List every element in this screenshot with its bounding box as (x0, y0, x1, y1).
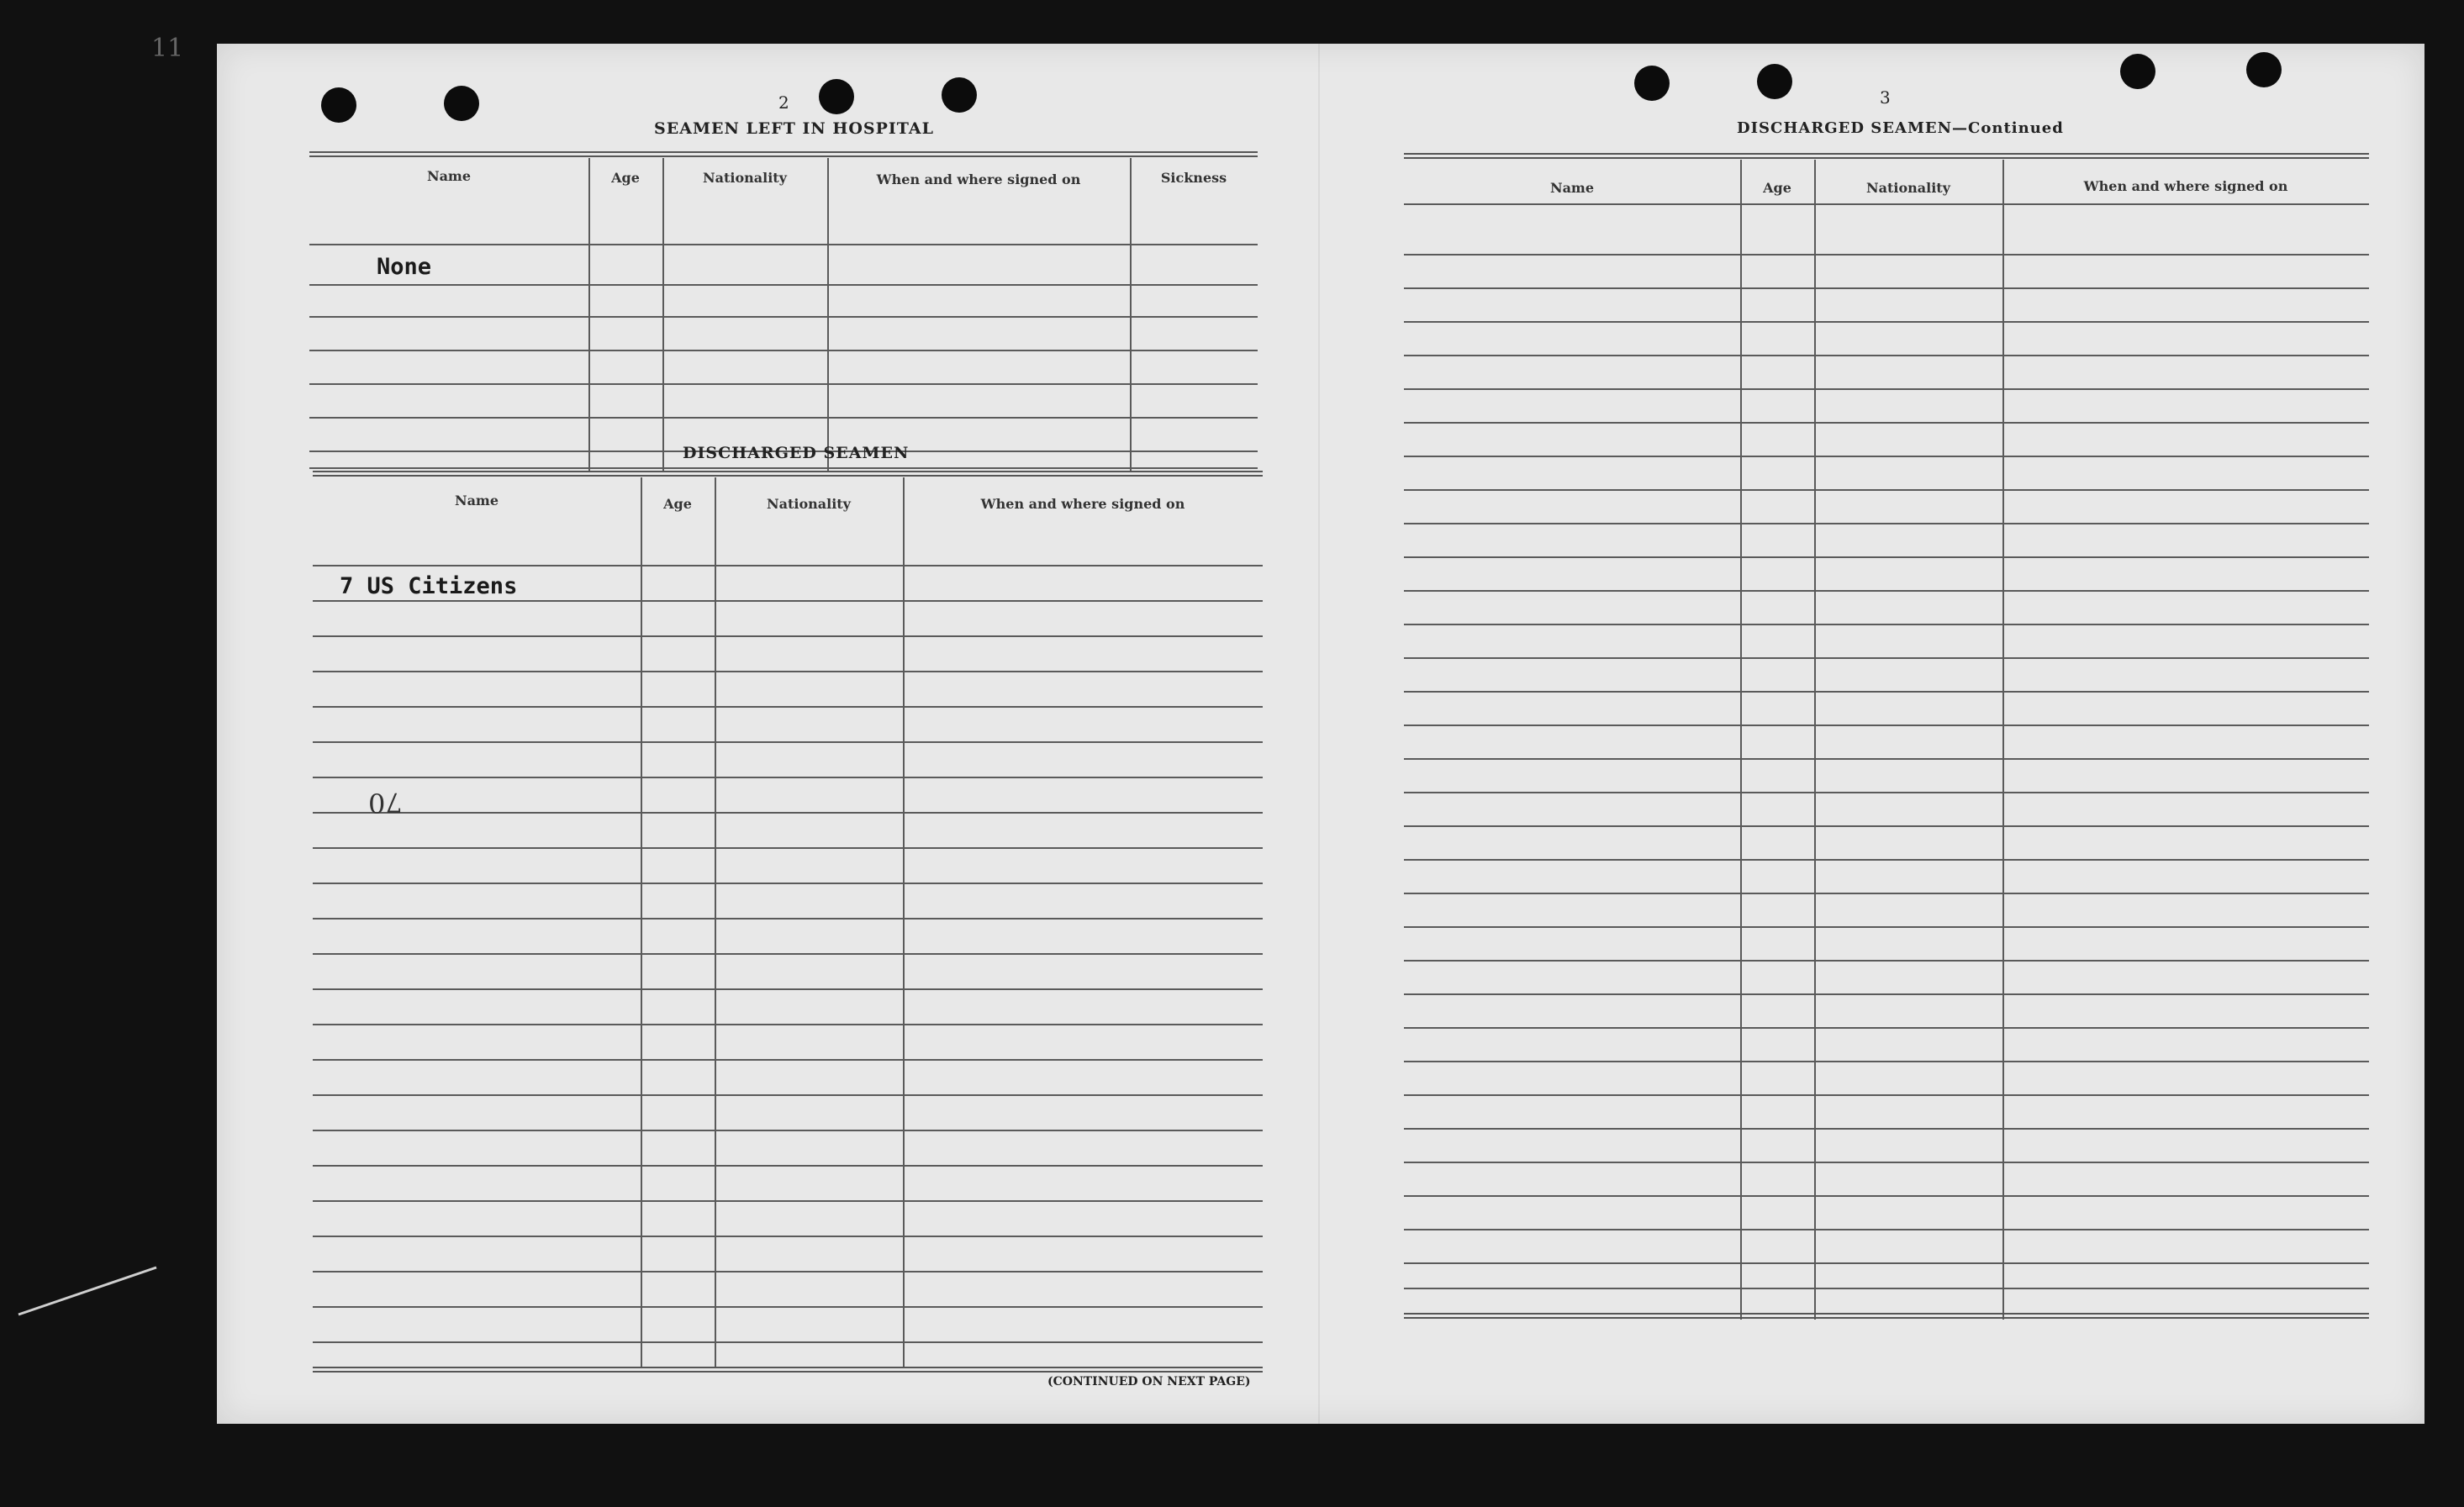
table-row-line (1404, 388, 2369, 390)
column-divider (903, 477, 905, 1368)
right-page-number: 3 (1880, 87, 1891, 108)
handwritten-mark: 70 (368, 787, 403, 819)
col-header-nationality: Nationality (703, 170, 787, 186)
table-row-line (1404, 1094, 2369, 1096)
table-row-line (1404, 489, 2369, 491)
col-header-signed-on: When and where signed on (980, 496, 1185, 512)
table-row-line (1404, 1288, 2369, 1289)
col-header-name: Name (1549, 180, 1595, 196)
table-row-line (1404, 1195, 2369, 1197)
table-top-rule (1404, 153, 2369, 159)
col-header-age: Age (663, 496, 692, 512)
col-header-age: Age (1763, 180, 1791, 196)
table-row-line (1404, 825, 2369, 827)
table-row-line (1404, 556, 2369, 558)
table-row-line (1404, 355, 2369, 356)
page-fold (1318, 44, 1320, 1424)
table-row-line (313, 918, 1263, 919)
table-row-line (1404, 1061, 2369, 1062)
table-row-line (309, 316, 1258, 318)
table-row-line (1404, 691, 2369, 693)
table-row-line (313, 1200, 1263, 1202)
table-top-rule (313, 471, 1263, 477)
table-row-line (313, 741, 1263, 743)
table-row-line (313, 988, 1263, 990)
table-row-line (309, 350, 1258, 351)
table-row-line (309, 244, 1258, 245)
column-divider (662, 158, 664, 471)
table-row-line (1404, 1027, 2369, 1029)
discharged-entry: 7 US Citizens (340, 573, 518, 599)
table-row-line (1404, 993, 2369, 995)
punch-hole (942, 77, 977, 113)
column-divider (1740, 160, 1742, 1320)
table-row-line (313, 600, 1263, 602)
table-row-line (1404, 725, 2369, 726)
table-row-line (313, 565, 1263, 566)
table-row-line (313, 1130, 1263, 1131)
left-page-number: 2 (778, 92, 789, 113)
table-row-line (313, 1094, 1263, 1096)
table-row-line (313, 671, 1263, 672)
column-divider (588, 158, 590, 471)
col-header-name: Name (426, 168, 472, 184)
col-header-signed-on: When and where signed on (876, 171, 1081, 187)
column-divider (1814, 160, 1816, 1320)
col-header-nationality: Nationality (1866, 180, 1950, 196)
margin-handwritten-mark: 11 (151, 34, 184, 63)
hospital-entry: None (377, 254, 432, 280)
form-sheet (217, 44, 2424, 1424)
table-row-line (1404, 456, 2369, 457)
col-header-nationality: Nationality (767, 496, 851, 512)
table-row-line (1404, 792, 2369, 793)
table-row-line (1404, 758, 2369, 760)
continued-footer: (CONTINUED ON NEXT PAGE) (1047, 1375, 1251, 1388)
column-divider (1130, 158, 1132, 471)
table-row-line (313, 812, 1263, 814)
punch-hole (1757, 64, 1792, 99)
table-row-line (309, 284, 1258, 286)
table-bottom-rule (1404, 1313, 2369, 1319)
table-row-line (309, 383, 1258, 385)
table-row-line (313, 1165, 1263, 1167)
punch-hole (1634, 66, 1670, 101)
hospital-section-title: SEAMEN LEFT IN HOSPITAL (654, 119, 934, 138)
hospital-table (309, 151, 1258, 471)
table-row-line (313, 1271, 1263, 1273)
table-row-line (313, 1236, 1263, 1237)
discharged-table (313, 471, 1263, 1370)
table-row-line (1404, 859, 2369, 861)
table-row-line (1404, 321, 2369, 323)
col-header-signed-on: When and where signed on (2083, 178, 2288, 194)
table-row-line (1404, 1229, 2369, 1230)
column-divider (827, 158, 829, 471)
punch-hole (321, 87, 356, 123)
table-bottom-line (309, 467, 1258, 469)
table-row-line (313, 847, 1263, 849)
table-row-line (1404, 624, 2369, 625)
table-row-line (313, 1341, 1263, 1343)
column-divider (715, 477, 716, 1368)
right-section-title: DISCHARGED SEAMEN—Continued (1737, 119, 2064, 137)
table-row-line (313, 1059, 1263, 1061)
table-row-line (1404, 657, 2369, 659)
table-row-line (313, 953, 1263, 955)
table-row-line (313, 777, 1263, 778)
col-header-sickness: Sickness (1160, 170, 1227, 186)
punch-hole (2246, 52, 2282, 87)
discharged-continued-table (1404, 153, 2369, 1321)
table-bottom-rule (313, 1367, 1263, 1373)
table-row-line (1404, 1128, 2369, 1130)
table-row-line (313, 1024, 1263, 1025)
table-row-line (1404, 203, 2369, 205)
table-row-line (313, 706, 1263, 708)
table-row-line (313, 635, 1263, 637)
table-row-line (1404, 960, 2369, 962)
table-row-line (1404, 523, 2369, 524)
table-row-line (309, 417, 1258, 419)
table-row-line (313, 883, 1263, 884)
table-row-line (1404, 1162, 2369, 1163)
column-divider (641, 477, 642, 1368)
table-row-line (1404, 422, 2369, 424)
col-header-name: Name (454, 493, 499, 508)
punch-hole (2120, 54, 2155, 89)
table-row-line (1404, 893, 2369, 894)
table-row-line (1404, 926, 2369, 928)
column-divider (2002, 160, 2004, 1320)
table-row-line (313, 1306, 1263, 1308)
col-header-age: Age (611, 170, 640, 186)
scan-artifact-line (17, 1261, 160, 1320)
punch-hole (444, 86, 479, 121)
table-top-rule (309, 151, 1258, 157)
table-row-line (1404, 287, 2369, 289)
table-row-line (1404, 1262, 2369, 1264)
discharged-section-title: DISCHARGED SEAMEN (683, 444, 910, 462)
table-row-line (1404, 254, 2369, 256)
table-row-line (1404, 590, 2369, 592)
punch-hole (819, 79, 854, 114)
